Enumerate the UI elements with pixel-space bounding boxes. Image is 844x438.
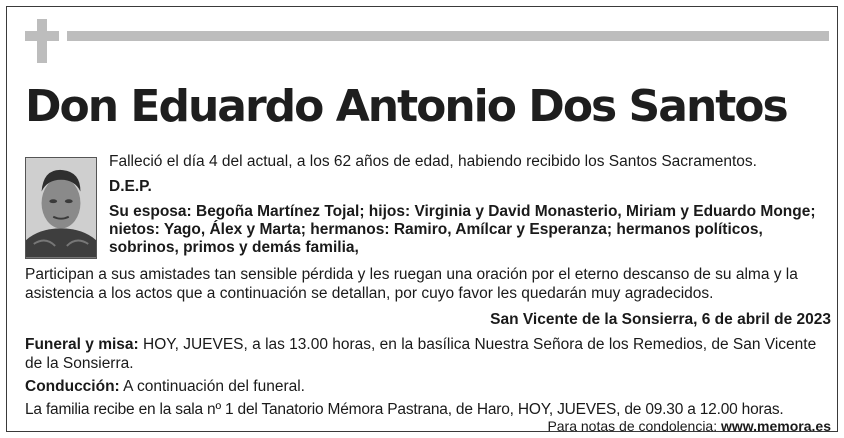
cross-icon (25, 19, 59, 63)
funeral-text: HOY, JUEVES, a las 13.00 horas, en la basílica Nuestra Señora de los Remedios, de San Vicente de la Sonsierra. (25, 336, 817, 372)
participan-text: Participan a sus amistades tan sensible pérdida y les ruegan una oración por el eterno descanso de su alma y la asistencia a los actos que a continuación se detallan, por cuyo favor les quedarán muy agradecidos. (25, 266, 798, 302)
obituary-notice (6, 6, 838, 432)
familia-recibe-text: La familia recibe en la sala nº 1 del Tanatorio Mémora Pastrana, de Haro, HOY, JUEVES, de 09.30 a 12.00 horas. (25, 401, 784, 418)
deceased-name: Don Eduardo Antonio Dos Santos (25, 81, 787, 132)
conduccion-label: Conducción: (25, 378, 120, 395)
place-date: San Vicente de la Sonsierra, 6 de abril de 2023 (490, 311, 831, 328)
condolencias-link[interactable]: www.memora.es (721, 418, 831, 434)
conduccion-text: A continuación del funeral. (119, 378, 305, 395)
funeral-label: Funeral y misa: (25, 336, 139, 353)
dep-text: D.E.P. (109, 178, 152, 195)
condolencias-label: Para notas de condolencia: (547, 418, 722, 434)
condolencias-line (25, 417, 831, 436)
funeral-info (25, 336, 831, 373)
header-rule (67, 31, 829, 41)
family-text: Su esposa: Begoña Martínez Tojal; hijos: Virginia y David Monasterio, Miriam y Eduardo Monge; nietos: Yago, Álex y Marta; hermanos: Ramiro, Amílcar y Esperanza; hermanos políticos, sobrinos, primos y demás familia, (109, 203, 816, 256)
intro-text: Falleció el día 4 del actual, a los 62 años de edad, habiendo recibido los Santos Sacramentos. (109, 153, 757, 170)
conduccion-info (25, 377, 831, 396)
portrait-photo (25, 157, 97, 259)
